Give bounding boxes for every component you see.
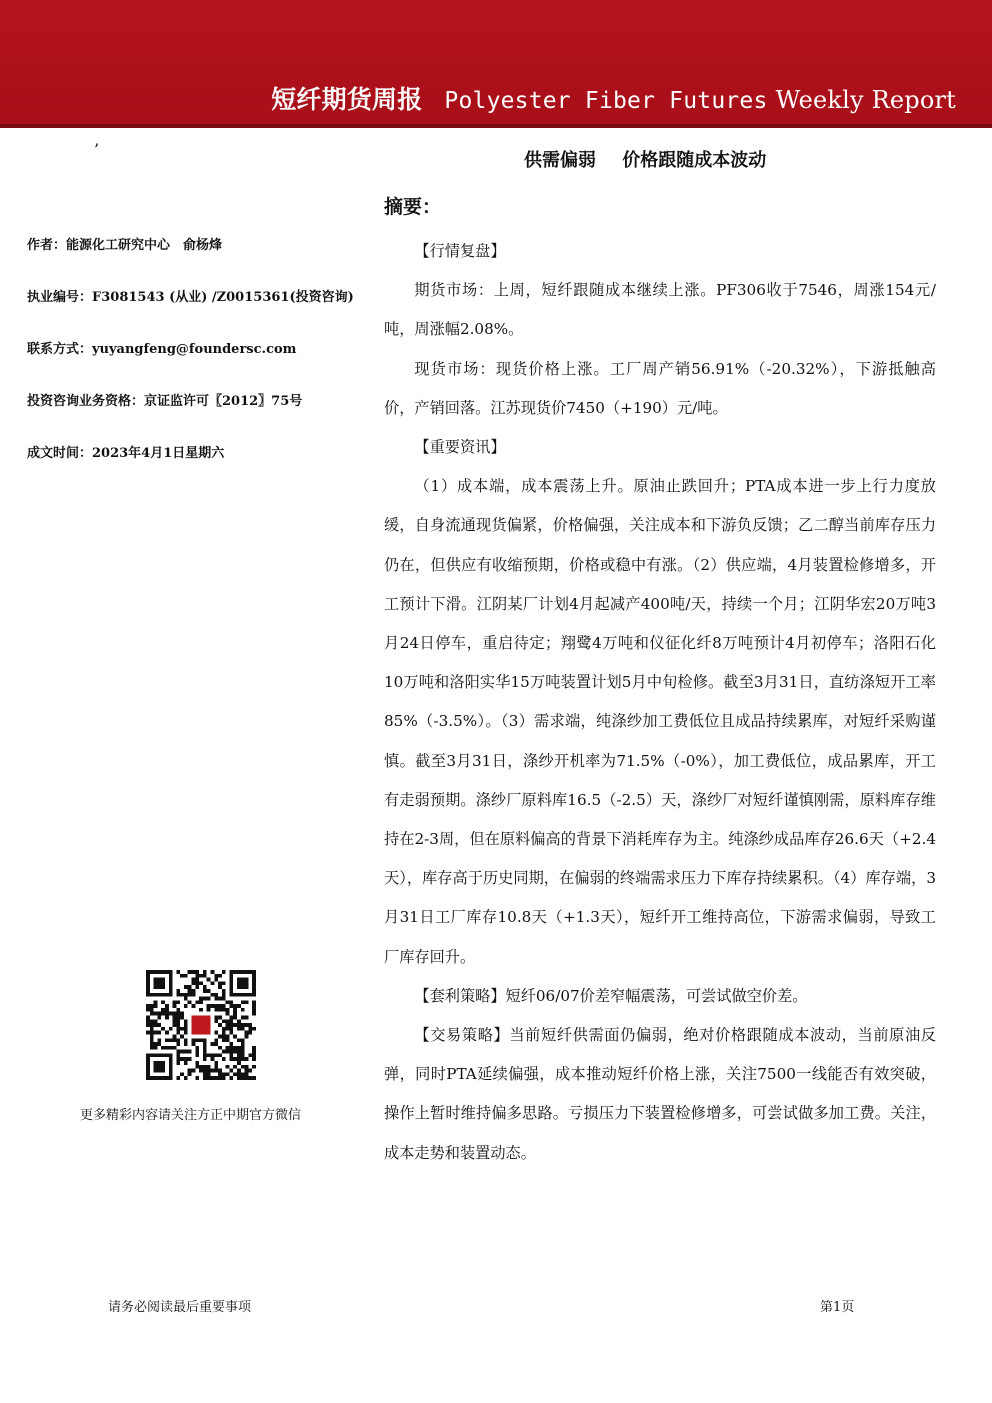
paragraph-arbitrage-strategy: 【套利策略】短纤06/07价差窄幅震荡，可尝试做空价差。 xyxy=(414,986,808,1005)
report-title xyxy=(271,80,956,116)
qr-logo-icon xyxy=(192,1016,211,1035)
abstract-body xyxy=(384,232,936,1173)
header-divider xyxy=(0,124,992,128)
report-title-en-suffix: Weekly Report xyxy=(775,86,956,114)
report-title-en: Polyester Fiber Futures xyxy=(444,88,768,114)
paragraph-key-news: （1）成本端，成本震荡上升。原油止跌回升；PTA成本进一步上行力度放缓，自身流通现货偏紧，价格偏强，关注成本和下游负反馈；乙二醇当前库存压力仍在，但供应有收缩预期，价格或稳中有涨。（2）供应端，4月装置检修增多，开工预计下滑。江阴某厂计划4月起减产400吨/天，持续一个月；江阴华宏20万吨3月24日停车，重启待定；翔鹭4万吨和仪征化纤8万吨预计4月初停车；洛阳石化10万吨和洛阳实华15万吨装置计划5月中旬检修。截至3月31日，直纺涤短开工率85%（-3.5%）。（3）需求端，纯涤纱加工费低位且成品持续累库，对短纤采购谨慎。截至3月31日，涤纱开机率为71.5%（-0%），加工费低位，成品累库，开工有走弱预期。涤纱厂原料库16.5（-2.5）天，涤纱厂对短纤谨慎刚需，原料库存维持在2-3周，但在原料偏高的背景下消耗库存为主。纯涤纱成品库存26.6天（+2.4天），库存高于历史同期，在偏弱的终端需求压力下库存持续累积。（4）库存端，3月31日工厂库存10.8天（+1.3天），短纤开工维持高位，下游需求偏弱，导致工厂库存回升。 xyxy=(384,477,936,966)
section-heading-market-review: 【行情复盘】 xyxy=(414,242,506,260)
paragraph-futures-market: 期货市场：上周，短纤跟随成本继续上涨。PF306收于7546，周涨154元/吨，周涨幅2.08%。 xyxy=(384,281,936,339)
report-headline: 供需偏弱 价格跟随成本波动 xyxy=(524,150,767,171)
qr-code-graphic xyxy=(146,970,256,1080)
date-line: 成文时间：2023年4月1日星期六 xyxy=(27,446,225,461)
license-line: 执业编号：F3081543 (从业) /Z0015361(投资咨询) xyxy=(27,290,354,305)
qr-caption: 更多精彩内容请关注方正中期官方微信 xyxy=(80,1108,302,1123)
page-number: 第1页 xyxy=(820,1300,855,1315)
footer-notice: 请务必阅读最后重要事项 xyxy=(108,1300,252,1315)
section-heading-key-news: 【重要资讯】 xyxy=(414,438,506,457)
contact-line: 联系方式：yuyangfeng@foundersc.com xyxy=(27,342,297,357)
qualification-line: 投资咨询业务资格：京证监许可〖2012〗75号 xyxy=(27,394,303,409)
paragraph-spot-market: 现货市场：现货价格上涨。工厂周产销56.91%（-20.32%），下游抵触高价，产销回落。江苏现货价7450（+190）元/吨。 xyxy=(384,359,936,417)
abstract-title: 摘要： xyxy=(384,196,442,218)
paragraph-trading-strategy: 【交易策略】当前短纤供需面仍偏弱，绝对价格跟随成本波动，当前原油反弹，同时PTA延续偏强，成本推动短纤价格上涨，关注7500一线能否有效突破，操作上暂时维持偏多思路。亏损压力下装置检修增多，可尝试做多加工费。关注，成本走势和装置动态。 xyxy=(384,1026,936,1162)
stray-mark: ’ xyxy=(94,140,100,159)
author-line: 作者：能源化工研究中心 俞杨烽 xyxy=(27,238,223,253)
wechat-qr-code xyxy=(146,970,256,1080)
report-title-cn: 短纤期货周报 xyxy=(271,85,423,114)
